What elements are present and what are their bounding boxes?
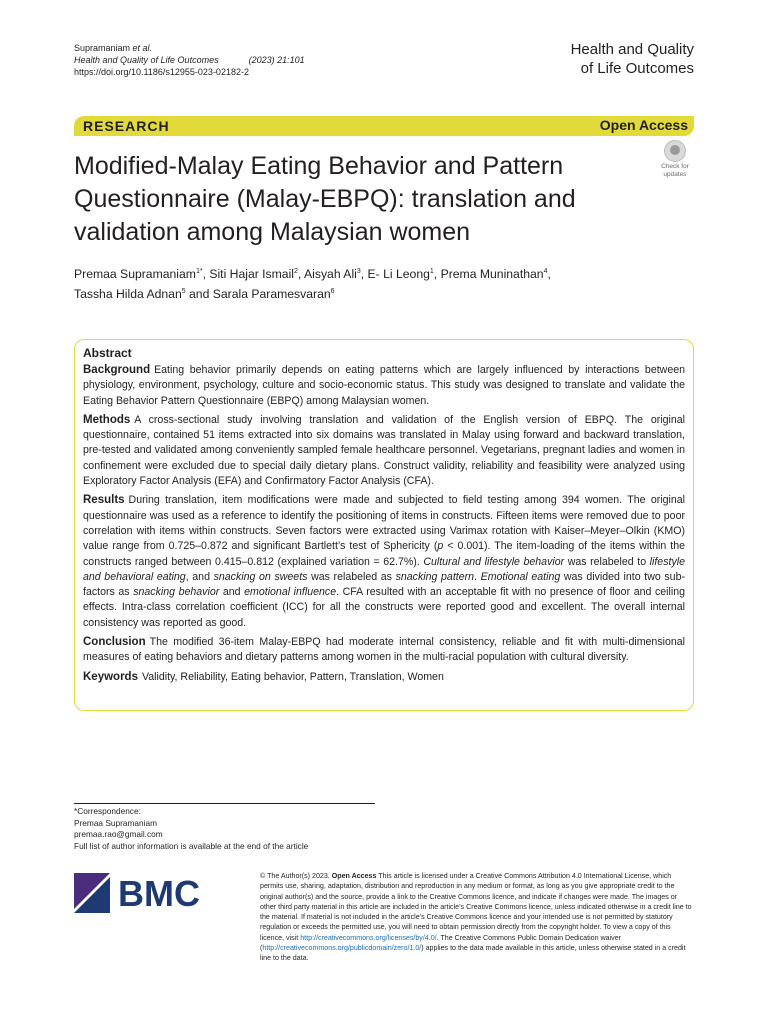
abstract-results [83, 493, 685, 631]
correspondence-block [74, 806, 308, 852]
abstract-keywords [83, 670, 685, 685]
results-text: Cultural and lifestyle behavior [423, 555, 565, 568]
author: Premaa Supramaniam [74, 267, 196, 282]
author: Siti Hajar Ismail [209, 267, 294, 282]
author-affil: 4 [543, 268, 548, 275]
abstract-background [83, 363, 685, 409]
open-access-label: Open Access [599, 117, 688, 133]
author-affil: 3 [356, 268, 361, 275]
header-author: Supramaniam [74, 43, 131, 53]
correspondence-name: Premaa Supramaniam [74, 817, 158, 828]
category-label: RESEARCH [83, 118, 170, 134]
results-text: snacking behavior [133, 586, 220, 599]
article-title: Modified-Malay Eating Behavior and Pattern Questionnaire (Malay-EBPQ): translation and validation among Malaysian women [74, 152, 576, 246]
results-text: was divided into two sub-factors as [83, 570, 685, 599]
conclusion-text: The modified 36-item Malay-EBPQ had moderate internal consistency, reliable and fit with multi-dimensional measures of eating behaviors and dietary patterns among women in the multi-racial population with cultural diversity. [83, 636, 685, 664]
results-label: Results [83, 494, 125, 507]
category-banner [74, 116, 694, 136]
keywords-text: Validity, Reliability, Eating behavior, Pattern, Translation, Women [141, 670, 444, 683]
journal-name-line1: Health and Quality [570, 41, 694, 58]
results-text: snacking on sweets [213, 570, 308, 583]
abstract-conclusion [83, 635, 685, 666]
results-text: lifestyle and behavioral eating [83, 555, 685, 583]
conclusion-label: Conclusion [83, 636, 146, 649]
author-affil: 1* [195, 268, 203, 275]
license-open-access: Open Access [331, 872, 377, 880]
methods-label: Methods [83, 413, 131, 426]
license-body: This article is licensed under a Creative Commons Attribution 4.0 International License, which permits use, sharing, adaptation, distribution and reproduction in any medium or format, as long as you give appropriate credit to the original author(s) and the source, provide a link to the Creative Commons licence, and indicate if changes were made. The images or other third party material in this article are included in the article’s Creative Commons licence, unless indicated otherwise in a credit line to the material. If material is not included in the article’s Creative Commons licence and your intended use is not permitted by statutory regulation or exceeds the permitted use, you will need to obtain permission directly from the copyright holder. To view a copy of this licence, visit [260, 872, 692, 942]
correspondence-email[interactable]: premaa.rao@gmail.com [74, 829, 163, 839]
author: Tassha Hilda Adnan [74, 287, 182, 302]
doi-link[interactable]: https://doi.org/10.1186/s12955-023-02182-2 [74, 67, 249, 77]
license-text [260, 871, 694, 964]
results-text: , and [185, 570, 214, 583]
results-text: emotional influence [244, 586, 337, 599]
author: Sarala Paramesvaran [212, 287, 331, 302]
license-body: . The Creative Commons Public Domain Dedication waiver ( [260, 933, 622, 953]
header-volume: (2023) 21:101 [248, 55, 305, 65]
check-updates-line2: updates [663, 171, 687, 178]
abstract-heading: Abstract [83, 346, 132, 360]
license-lead: © The Author(s) 2023. [260, 872, 330, 880]
author-sep: , [360, 267, 368, 282]
author-affil: 1 [429, 268, 434, 275]
author-sep: , [547, 267, 551, 282]
journal-name [571, 40, 694, 78]
results-text: During translation, item modifications were made and subjected to field testing among 394 women. The original questionnaire was used as a reference to identify the positioning of items in constructs. Fifteen items were removed due to poor correlation with items within constructs. Seven factors were extracted using Varimax rotation with Kaiser–Meyer–Olkin (KMO) value range from 0.725–0.872 and significant Bartlett’s test of Sphericity ( [83, 494, 685, 553]
author: Prema Muninathan [440, 267, 544, 282]
author-sep: , [433, 267, 441, 282]
results-text: Emotional eating [480, 570, 561, 583]
keywords-label: Keywords [83, 670, 138, 683]
check-updates-line1: Check for [661, 163, 689, 170]
check-updates-icon [664, 140, 686, 162]
author: Aisyah Ali [304, 267, 357, 282]
results-text: . [474, 570, 481, 583]
author-affil: 2 [294, 268, 298, 275]
author-affil: 5 [181, 288, 186, 296]
author-sep: , [202, 267, 210, 282]
results-text: and [219, 586, 245, 599]
background-label: Background [83, 364, 151, 376]
author-sep: , [297, 267, 305, 282]
results-text: < 0.001). The item-loading of the items within the constructs ranged between 0.415–0.812 (explained variation = 62.7%). [83, 540, 685, 568]
header-etal: et al. [132, 43, 153, 53]
license-link-zero[interactable]: http://creativecommons.org/publicdomain/zero/1.0/ [262, 944, 422, 953]
running-header [74, 42, 305, 78]
author-list [74, 263, 694, 303]
results-text: was relabeled as [307, 570, 396, 583]
results-text: . CFA resulted with an acceptable fit with no presence of floor and ceiling effects. Intra-class correlation coefficient (ICC) for all the constructs were reported good and excellent. The overall internal consistency was reported as good. [83, 586, 686, 629]
abstract-box [74, 339, 694, 711]
bmc-logo-mark-icon [74, 873, 214, 913]
background-text: Eating behavior primarily depends on eating patterns which are largely influenced by interactions between physiology, environment, psychology, culture and socio-economic status. This study was designed to translate and validate the Eating Behavior Pattern Questionnaire (EBPQ) among Malaysian women. [83, 364, 685, 407]
footnote-divider [74, 803, 375, 804]
journal-name-line2: of Life Outcomes [580, 60, 694, 77]
author: E- Li Leong [367, 267, 430, 282]
results-text: was relabeled to [564, 555, 650, 568]
results-text: p [437, 540, 444, 553]
author-info-note: Full list of author information is available at the end of the article [74, 840, 309, 851]
correspondence-label: *Correspondence: [74, 806, 141, 816]
abstract-methods [83, 413, 685, 489]
license-body: ) applies to the data made available in this article, unless otherwise stated in a credit line to the data. [260, 944, 686, 963]
author-sep: and [185, 287, 213, 302]
methods-text: A cross-sectional study involving translation and validation of the English version of EBPQ. The original questionnaire, contained 51 items extracted into six domains was translated in Malay using forward and backward translation, pre-tested and validated among conveniently sampled female healthcare personnel. Vegetarians, pregnant ladies and women in confinement were excluded due to special daily dietary plans. Construct validity, reliability and feasibility were analyzed using Exploratory Factor Analysis (EFA) and Confirmatory Factor Analysis (CFA). [83, 413, 685, 488]
results-text: snacking pattern [395, 570, 475, 583]
author-affil: 6 [330, 288, 335, 296]
bmc-logo [74, 873, 214, 913]
check-for-updates-badge[interactable] [655, 140, 695, 182]
header-journal-ref: Health and Quality of Life Outcomes [74, 55, 219, 65]
bmc-logo-text: BMC [118, 873, 200, 913]
license-link-by[interactable]: http://creativecommons.org/licenses/by/4.0/ [300, 933, 437, 942]
